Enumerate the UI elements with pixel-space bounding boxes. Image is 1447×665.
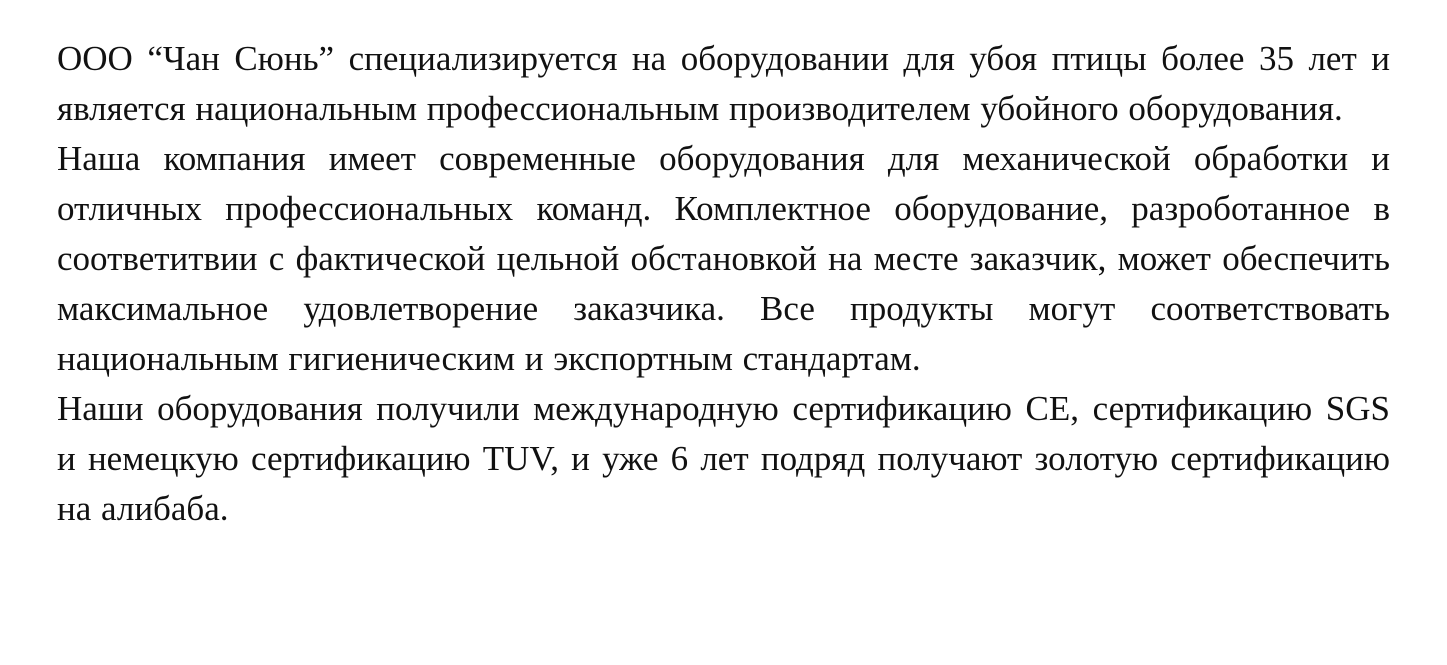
paragraph-equipment-team: Наша компания имеет современные оборудования для механической обработки и отличных профессиональных команд. Комплектное оборудование, разроботанное в соответитвии с фактической цельной обстановкой на месте заказчик, может обеспечить максимальное удовлетворение заказчика. Все продукты могут соответствовать национальным гигиеническим и экспортным стандартам. [57,139,1390,378]
paragraph-certifications: Наши оборудования получили международную сертификацию CE, сертификацию SGS и немецкую сертификацию TUV, и уже 6 лет подряд получают золотую сертификацию на алибаба. [57,389,1390,528]
paragraph-company-intro: ООО “Чан Сюнь” специализируется на оборудовании для убоя птицы более 35 лет и является национальным профессиональным производителем убойного оборудования. [57,39,1390,128]
